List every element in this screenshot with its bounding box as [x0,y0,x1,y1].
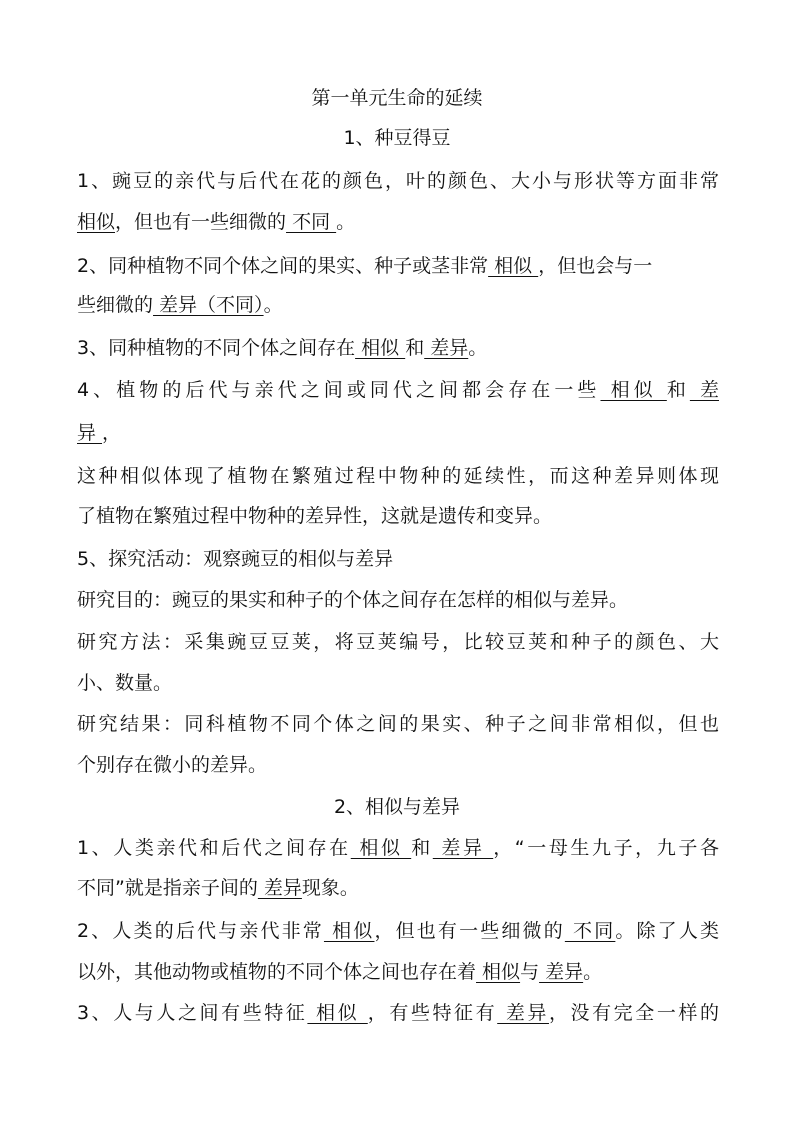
s1-item2-line2 [77,292,719,318]
blank-answer: 相似 [488,255,539,277]
s1-item2-line1 [77,253,719,279]
s1-item1-line1: 1、豌豆的亲代与后代在花的颜色，叶的颜色、大小与形状等方面非常 [77,170,719,192]
s1-item1-line2 [77,209,719,235]
text-run: ，但也有一些细微的 [374,920,565,942]
s1-research-purpose: 研究目的：豌豆的果实和种子的个体之间存在怎样的相似与差异。 [77,589,629,611]
text-run: 。 [263,294,283,316]
blank-answer: 相似 [355,337,406,359]
text-run: ，没有完全一样的 [548,1002,719,1024]
text-run: 不同”就是指亲子间的 [77,877,258,899]
s2-item1-line2 [77,875,719,901]
blank-answer: 差异 [257,877,302,899]
blank-answer: 相似 [307,1002,368,1024]
s1-item5: 5、探究活动：观察豌豆的相似与差异 [77,548,394,570]
blank-answer: 差 [689,379,719,401]
text-run: ，但也会与一 [538,255,653,277]
blank-answer: 差异 [424,337,469,359]
blank-answer: 差异 [432,837,494,859]
text-run: 。 [468,337,488,359]
blank-answer: 相似 [350,837,412,859]
s1-research-method-line2: 小、数量。 [77,672,173,694]
text-run: 。 [583,961,603,983]
text-run: 现象。 [301,877,359,899]
text-run: 和 [405,337,425,359]
s2-item3-line1 [77,1000,719,1026]
s2-item2-line1 [77,918,719,944]
blank-answer: 相似 [600,379,667,401]
s2-item2-line2 [77,959,719,985]
text-run: 3、同种植物的不同个体之间存在 [77,337,356,359]
blank-answer: 相似 [476,961,521,983]
s1-research-method-line1: 研究方法：采集豌豆豆荚，将豆荚编号，比较豆荚和种子的颜色、大 [77,631,719,653]
s1-research-result-line2: 个别存在微小的差异。 [77,754,268,776]
blank-answer: 相似 [323,920,375,942]
text-run: ， [102,422,122,444]
s1-research-result-line1: 研究结果：同科植物不同个体之间的果实、种子之间非常相似，但也 [77,713,719,735]
unit-title: 第一单元生命的延续 [311,87,483,109]
text-run: 与 [520,961,540,983]
text-run: 1、人类亲代和后代之间存在 [77,837,351,859]
s1-item4-line2 [77,420,719,446]
blank-answer: 差异 [497,1002,549,1024]
text-run: 2、人类的后代与亲代非常 [77,920,324,942]
section-2-heading: 2、相似与差异 [333,796,461,818]
section-1-heading: 1、种豆得豆 [343,127,451,149]
blank-answer: 不同 [564,920,616,942]
text-run: ，“一母生九子，九子各 [493,837,719,859]
text-run: ，有些特征有 [367,1002,498,1024]
text-run: 和 [666,379,690,401]
text-run: 。 [336,211,356,233]
s2-item1-line1 [77,835,719,861]
text-run: 3、人与人之间有些特征 [77,1002,308,1024]
s1-item3 [77,335,719,361]
text-run: 4、植物的后代与亲代之间或同代之间都会存在一些 [77,379,601,401]
text-run: 2、同种植物不同个体之间的果实、种子或茎非常 [77,255,489,277]
blank-answer: 异 [77,422,103,444]
blank-answer: 相似 [77,211,116,233]
text-run: 和 [411,837,433,859]
s1-heredity-line2: 了植物在繁殖过程中物种的差异性，这就是遗传和变异。 [77,505,553,527]
blank-answer: 不同 [286,211,337,233]
text-run: ，但也有一些细微的 [115,211,287,233]
text-run: 以外，其他动物或植物的不同个体之间也存在着 [77,961,477,983]
blank-answer: 差异 [539,961,584,983]
s1-heredity-line1: 这种相似体现了植物在繁殖过程中物种的延续性，而这种差异则体现 [77,465,719,487]
blank-answer: 差异（不同） [153,294,264,316]
text-run: 些细微的 [77,294,154,316]
text-run: 。除了人类 [615,920,719,942]
s1-item4-line1 [77,377,719,403]
